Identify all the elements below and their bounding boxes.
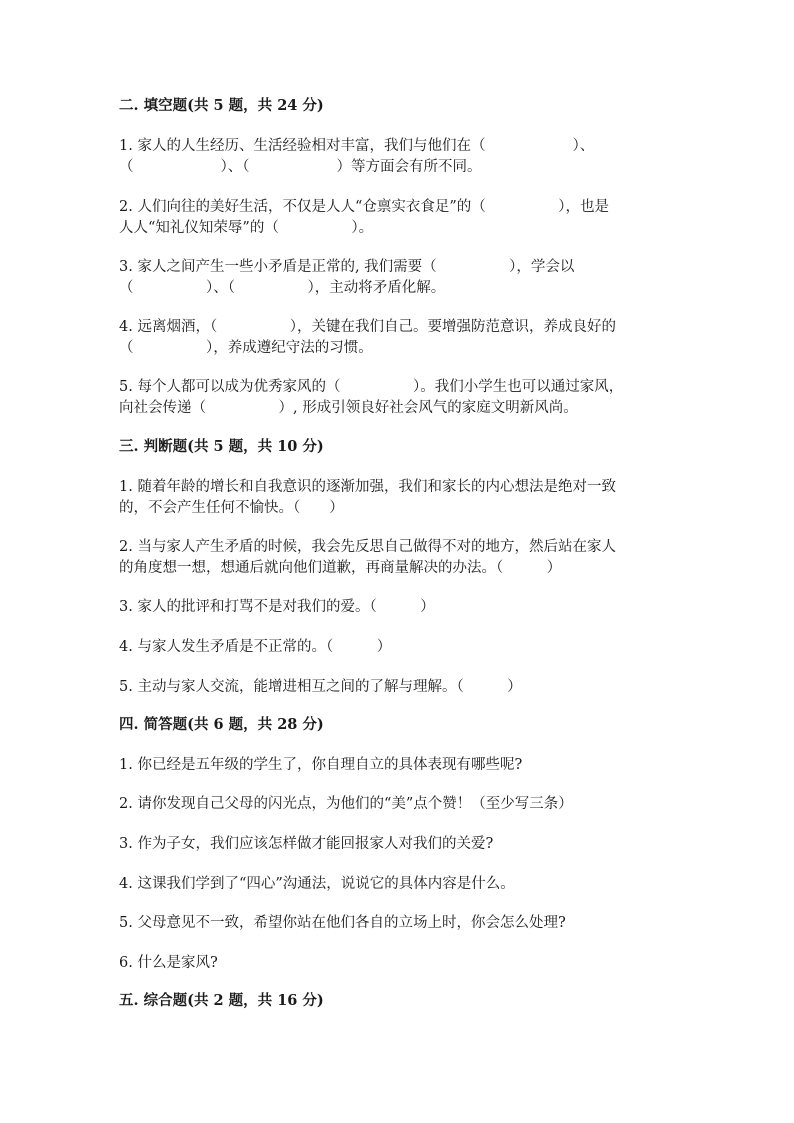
- question-line: 的角度想一想，想通后就向他们道歉，再商量解决的办法。（ ）: [119, 560, 562, 576]
- short-answer-question-1: 1. 你已经是五年级的学生了，你自理自立的具体表现有哪些呢?: [119, 757, 523, 773]
- true-false-question-3: 3. 家人的批评和打骂不是对我们的爱。（ ）: [119, 599, 435, 615]
- true-false-question-4: 4. 与家人发生矛盾是不正常的。（ ）: [119, 639, 392, 655]
- question-line: （ ）、（ ），主动将矛盾化解。: [119, 280, 446, 296]
- short-answer-question-3: 3. 作为子女，我们应该怎样做才能回报家人对我们的关爱?: [119, 836, 494, 852]
- short-answer-question-6: 6. 什么是家风?: [119, 955, 218, 971]
- question-line: 2. 当与家人产生矛盾的时候，我会先反思自己做得不对的地方，然后站在家人: [119, 539, 616, 555]
- section-title-true-false: 三. 判断题(共 5 题，共 10 分): [119, 438, 324, 455]
- question-line: （ ），养成遵纪守法的习惯。: [119, 340, 373, 356]
- short-answer-question-2: 2. 请你发现自己父母的闪光点，为他们的“美”点个赞！（至少写三条）: [119, 796, 573, 812]
- question-line: 1. 家人的人生经历、生活经验相对丰富，我们与他们在（ ）、: [119, 138, 595, 154]
- section-title-comprehensive: 五. 综合题(共 2 题，共 16 分): [119, 992, 324, 1009]
- question-line: 1. 随着年龄的增长和自我意识的逐渐加强，我们和家长的内心想法是绝对一致: [119, 479, 616, 495]
- question-line: 5. 每个人都可以成为优秀家风的（ ）。我们小学生也可以通过家风，: [119, 379, 624, 395]
- short-answer-question-4: 4. 这课我们学到了“四心”沟通法，说说它的具体内容是什么。: [119, 876, 515, 892]
- true-false-question-5: 5. 主动与家人交流，能增进相互之间的了解与理解。（ ）: [119, 679, 522, 695]
- question-line: 向社会传递（ ）, 形成引领良好社会风气的家庭文明新风尚。: [119, 400, 578, 416]
- question-line: （ ）、（ ）等方面会有所不同。: [119, 159, 482, 175]
- question-line: 人人“知礼仪知荣辱”的（ ）。: [119, 220, 374, 236]
- question-line: 的，不会产生任何不愉快。（ ）: [119, 500, 344, 516]
- question-line: 2. 人们向往的美好生活，不仅是人人“仓禀实衣食足”的（ ），也是: [119, 199, 610, 215]
- section-title-short-answer: 四. 简答题(共 6 题，共 28 分): [119, 716, 324, 733]
- short-answer-question-5: 5. 父母意见不一致，希望你站在他们各自的立场上时，你会怎么处理?: [119, 915, 566, 931]
- question-line: 3. 家人之间产生一些小矛盾是正常的, 我们需要（ ），学会以: [119, 259, 575, 275]
- question-line: 4. 远离烟酒，（ ），关键在我们自己。要增强防范意识，养成良好的: [119, 319, 616, 335]
- section-title-fill-blank: 二. 填空题(共 5 题，共 24 分): [119, 97, 324, 114]
